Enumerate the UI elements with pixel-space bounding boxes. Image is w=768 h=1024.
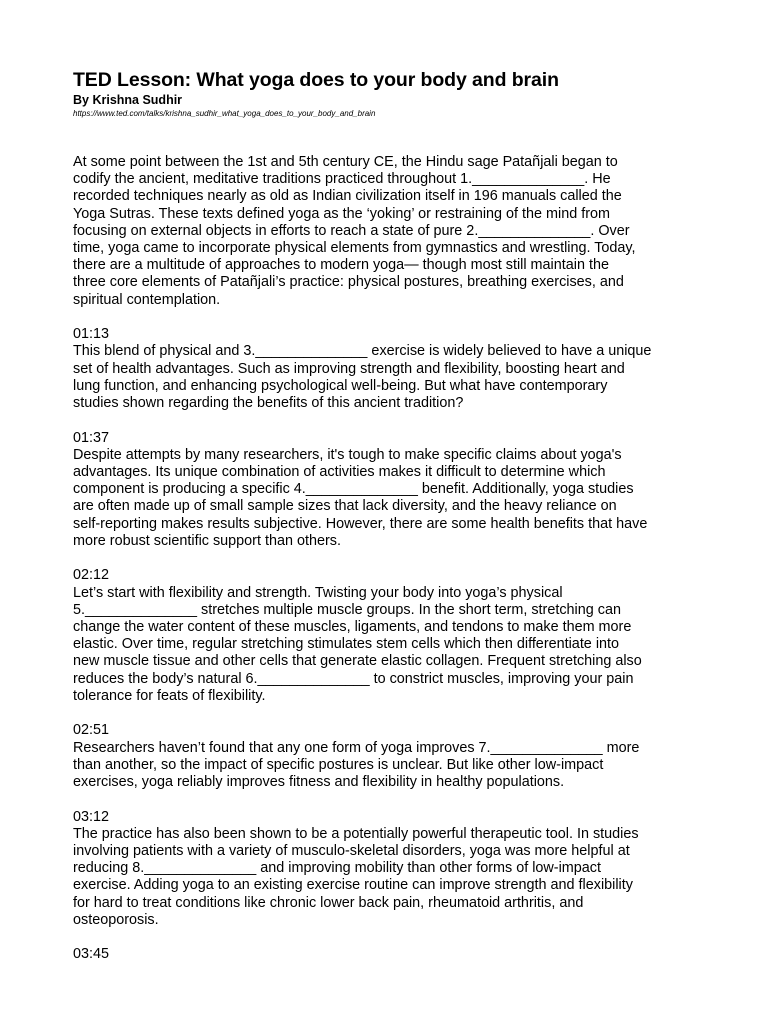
paragraph-line: codify the ancient, meditative traditions practiced throughout 1.______________. He [73, 171, 611, 188]
timestamp: 02:12 [73, 567, 110, 584]
paragraph-line: recorded techniques nearly as old as Indian civilization itself in 196 manuals called the [73, 188, 622, 205]
paragraph-line: elastic. Over time, regular stretching stimulates stem cells which then differentiate into [73, 636, 620, 653]
paragraph-line: advantages. Its unique combination of activities makes it difficult to determine which [73, 464, 606, 481]
source-url: https://www.ted.com/talks/krishna_sudhir_what_yoga_does_to_your_body_and_brain [73, 109, 376, 118]
paragraph-line: component is producing a specific 4.______________ benefit. Additionally, yoga studies [73, 481, 634, 498]
paragraph-line: studies shown regarding the benefits of this ancient tradition? [73, 395, 464, 412]
paragraph-line: Yoga Sutras. These texts defined yoga as the ‘yoking’ or restraining of the mind from [73, 205, 611, 222]
paragraph-line: exercises, yoga reliably improves fitness and flexibility in healthy populations. [73, 774, 565, 791]
paragraph-line: 5.______________ stretches multiple muscle groups. In the short term, stretching can [73, 601, 621, 618]
paragraph-line: tolerance for feats of flexibility. [73, 687, 266, 704]
timestamp: 03:12 [73, 808, 110, 825]
paragraph-line: are often made up of small sample sizes that lack diversity, and the heavy reliance on [73, 498, 617, 515]
paragraph-line: At some point between the 1st and 5th century CE, the Hindu sage Patañjali began to [73, 154, 618, 170]
paragraph-line: This blend of physical and 3.______________ exercise is widely believed to have a unique [73, 343, 652, 360]
paragraph-line: involving patients with a variety of musculo-skeletal disorders, yoga was more helpful at [73, 843, 630, 860]
text-section [73, 430, 708, 550]
text-section [73, 154, 708, 309]
timestamp: 01:13 [73, 326, 110, 343]
paragraph-line: spiritual contemplation. [73, 291, 221, 308]
author-byline: By Krishna Sudhir [73, 93, 183, 107]
paragraph-line: set of health advantages. Such as improving strength and flexibility, boosting heart and [73, 360, 625, 377]
paragraph-line: focusing on external objects in efforts to reach a state of pure 2.______________. Over [73, 222, 630, 239]
text-section [73, 722, 708, 791]
timestamp: 03:45 [73, 946, 110, 963]
paragraph-line: reduces the body’s natural 6.______________ to constrict muscles, improving your pain [73, 670, 634, 687]
paragraph-line: reducing 8.______________ and improving mobility than other forms of low-impact [73, 860, 601, 877]
paragraph-line: self-reporting makes results subjective. However, there are some health benefits that have [73, 515, 648, 532]
paragraph-line: there are a multitude of approaches to modern yoga— though most still maintain the [73, 257, 609, 274]
paragraph-line: Let’s start with flexibility and strength. Twisting your body into yoga’s physical [73, 584, 563, 601]
paragraph-line: than another, so the impact of specific postures is unclear. But like other low-impact [73, 756, 604, 773]
paragraph-line: Despite attempts by many researchers, it's tough to make specific claims about yoga's [73, 446, 622, 463]
text-section [73, 326, 708, 412]
paragraph-line: time, yoga came to incorporate physical elements from gymnastics and wrestling. Today, [73, 240, 636, 257]
paragraph-line: new muscle tissue and other cells that generate elastic collagen. Frequent stretching also [73, 653, 642, 670]
text-section [73, 809, 708, 929]
lesson-body [73, 154, 708, 964]
paragraph-line: The practice has also been shown to be a potentially powerful therapeutic tool. In studies [73, 825, 639, 842]
paragraph-line: change the water content of these muscles, ligaments, and tendons to make them more [73, 619, 632, 636]
paragraph-line: for hard to treat conditions like chronic lower back pain, rheumatoid arthritis, and [73, 894, 584, 911]
paragraph-line: exercise. Adding yoga to an existing exercise routine can improve strength and flexibility [73, 877, 633, 894]
paragraph-line: three core elements of Patañjali’s practice: physical postures, breathing exercises, and [73, 274, 624, 291]
text-section [73, 567, 708, 705]
lesson-title: TED Lesson: What yoga does to your body and brain [73, 69, 559, 91]
timestamp: 02:51 [73, 722, 110, 739]
paragraph-line: more robust scientific support than others. [73, 532, 341, 549]
paragraph-line: Researchers haven’t found that any one form of yoga improves 7.______________ more [73, 739, 640, 756]
text-section [73, 946, 708, 963]
timestamp: 01:37 [73, 429, 110, 446]
paragraph-line: osteoporosis. [73, 911, 159, 928]
paragraph-line: lung function, and enhancing psychological well-being. But what have contemporary [73, 377, 608, 394]
